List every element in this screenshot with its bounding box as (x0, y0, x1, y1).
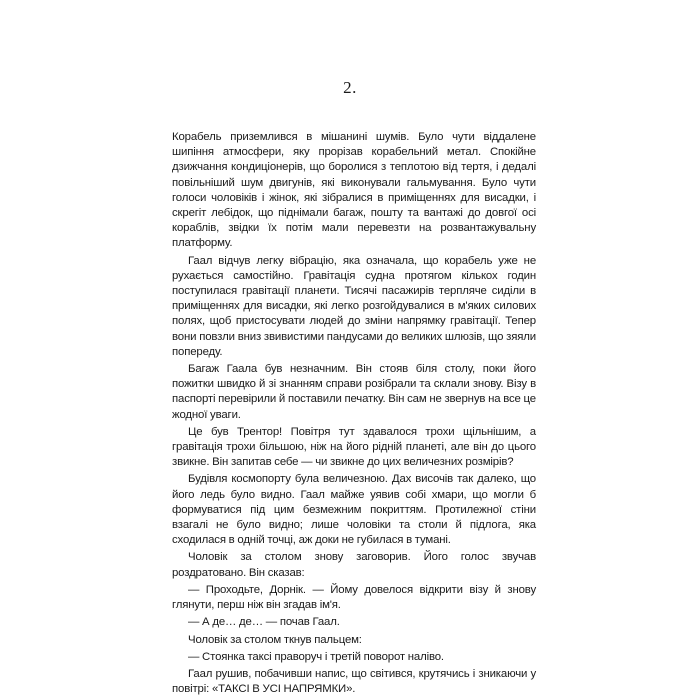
paragraph-3: Багаж Гаала був незначним. Він стояв біля столу, поки його пожитки швидко й зі знанням справи розібрали та склали знову. Візу в паспорті перевірили й поставили печатку. Він сам не звернув на все це жодної уваги. (172, 363, 536, 421)
paragraph-9: Чоловік за столом ткнув пальцем: (188, 633, 362, 646)
chapter-number: 2. (343, 78, 357, 97)
paragraph-1: Корабель приземлився в мішанині шумів. Було чути віддалене шипіння атмосфери, яку прорізав корабельний метал. Спокійне дзижчання кондиціонерів, що боролися з теплотою від тертя, і дедалі повільніший шум двигунів, які виконували гальмування. Було чути голоси чоловіків і жінок, які зібралися в приміщеннях для висадки, і скрегіт лебідок, що піднімали багаж, пошту та вантажі до довгої осі кораблів, звідки їх потім мали перевезти на розвантажувальну платформу. (172, 131, 536, 250)
paragraph-8: — А де… де… — почав Гаал. (188, 616, 340, 629)
paragraph-2: Гаал відчув легку вібрацію, яка означала, що корабель уже не рухається самостійно. Гравітація судна протягом кількох годин поступилася гравітації планети. Тисячі пасажирів терпляче сиділи в приміщеннях для висадки, які легко розгойдувалися в м'яких силових полях, щоб пристосувати людей до зміни напрямку гравітації. Тепер вони повзли вниз звивистими пандусами до великих шлюзів, що зяяли попереду. (172, 254, 536, 358)
paragraph-10: — Стоянка таксі праворуч і третій поворот наліво. (188, 650, 444, 663)
paragraph-5: Будівля космопорту була величезною. Дах височів так далеко, що його ледь було видно. Гаал майже уявив собі хмари, що могли б формуватися під цим безмежним покриттям. Протилежної стіни взагалі не було видно; лише чоловіки та столи й підлога, яка сходилася в одній точці, аж доки не губилася в тумані. (172, 473, 536, 547)
paragraph-11: Гаал рушив, побачивши напис, що світився, крутячись і зникаючи у повітрі: «ТАКСІ В УСІ НАПРЯМКИ». (172, 667, 536, 696)
chapter-text (172, 130, 536, 699)
paragraph-4: Це був Трентор! Повітря тут здавалося трохи щільнішим, а гравітація трохи більшою, ніж на його рідній планеті, але він до цього звикне. Він запитав себе — чи звикне до цих величезних розмірів? (172, 425, 536, 469)
paragraph-6: Чоловік за столом знову заговорив. Його голос звучав роздратовано. Він сказав: (172, 551, 536, 579)
paragraph-7: — Проходьте, Дорнік. — Йому довелося відкрити візу й знову глянути, перш ніж він згадав ім'я. (172, 583, 536, 612)
